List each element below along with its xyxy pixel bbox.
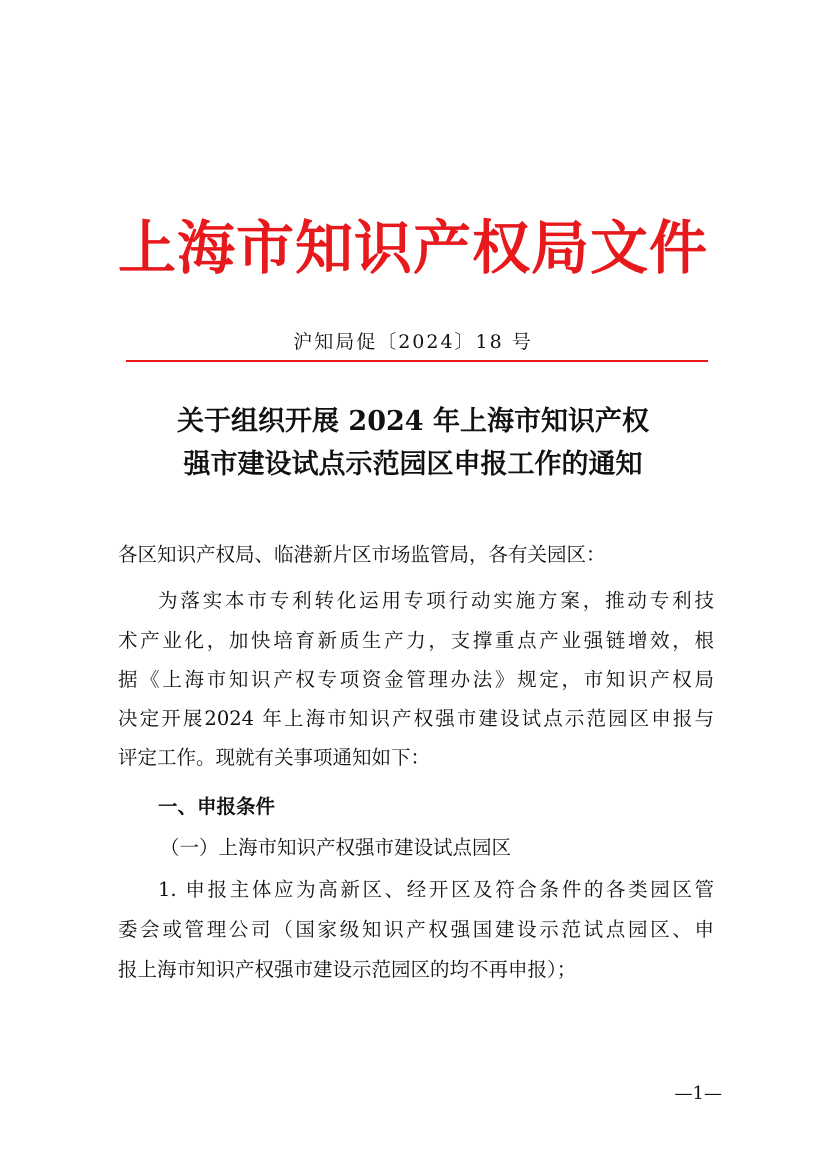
item-paragraph-line: 1. 申报主体应为高新区、经开区及符合条件的各类园区管	[158, 878, 714, 901]
item-paragraph-line: 委会或管理公司（国家级知识产权强国建设示范试点园区、申	[118, 918, 714, 941]
intro-paragraph-line: 评定工作。现就有关事项通知如下：	[118, 746, 431, 769]
document-header-title: 上海市知识产权局文件	[117, 214, 708, 282]
intro-paragraph-line: 据《上海市知识产权专项资金管理办法》规定，市知识产权局	[118, 668, 714, 691]
red-divider-line	[126, 360, 708, 362]
document-number: 沪知局促〔2024〕18 号	[293, 331, 533, 353]
intro-paragraph-line: 术产业化，加快培育新质生产力，支撑重点产业强链增效，根	[118, 629, 714, 652]
notice-title-line: 强市建设试点示范园区申报工作的通知	[183, 449, 643, 480]
intro-paragraph-line: 决定开展2024 年上海市知识产权强市建设试点示范园区申报与	[118, 707, 714, 730]
salutation: 各区知识产权局、临港新片区市场监管局，各有关园区：	[118, 543, 606, 566]
section-heading: 一、申报条件	[158, 795, 276, 818]
notice-title	[0, 400, 826, 486]
notice-title-line: 关于组织开展 2024 年上海市知识产权	[177, 406, 649, 437]
subsection-heading: （一）上海市知识产权强市建设试点园区	[160, 836, 512, 859]
intro-paragraph-line: 为落实本市专利转化运用专项行动实施方案，推动专利技	[158, 589, 714, 612]
page-number: —1—	[674, 1083, 722, 1104]
item-paragraph-line: 报上海市知识产权强市建设示范园区的均不再申报）；	[118, 958, 577, 981]
